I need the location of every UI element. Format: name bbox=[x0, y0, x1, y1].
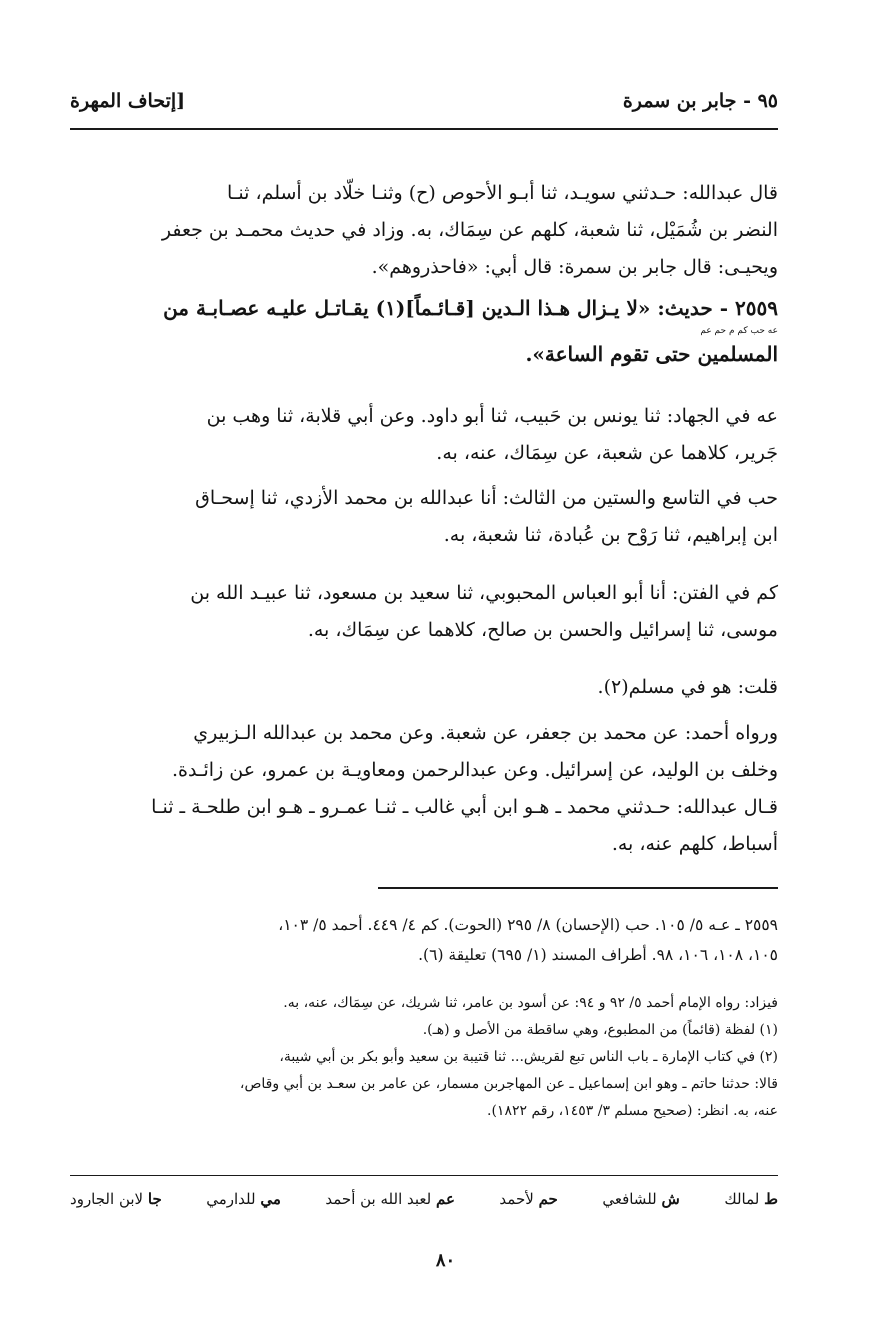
book-title: [إتحاف المهرة bbox=[70, 90, 186, 112]
legend-item: ش للشافعي bbox=[602, 1190, 680, 1208]
footnote-line: (١) لفظة (قائماً) من المطبوع، وهي ساقطة من الأصل و (هـ). bbox=[422, 1022, 778, 1038]
footnote-references bbox=[70, 910, 778, 970]
footnote-line: (٢) في كتاب الإمارة ـ باب الناس تبع لقريش... ثنا قتيبة بن سعيد وأبو بكر بن أبي شيبة، bbox=[279, 1049, 778, 1065]
text-line: جَرير، كلاهما عن شعبة، عن سِمَاك، عنه، به. bbox=[436, 442, 778, 464]
chapter-title: ٩٥ - جابر بن سمرة bbox=[622, 90, 778, 112]
legend-item: حم لأحمد bbox=[499, 1190, 558, 1208]
legend-item: جا لابن الجارود bbox=[70, 1190, 162, 1208]
abbreviation-legend bbox=[70, 1190, 778, 1220]
footnote-notes bbox=[70, 990, 778, 1125]
footnote-line: فيزاد: رواه الإمام أحمد ٥/ ٩٢ و ٩٤: عن أسود بن عامر، ثنا شريك، عن سِمَاك، عنه، به. bbox=[283, 995, 778, 1011]
legend-item: مي للدارمي bbox=[206, 1190, 281, 1208]
text-line: ورواه أحمد: عن محمد بن جعفر، عن شعبة. وعن محمد بن عبدالله الـزبيري bbox=[193, 722, 778, 744]
footnote-line: ٢٥٥٩ ـ عـه ٥/ ١٠٥. حب (الإحسان) ٨/ ٢٩٥ (الحوت). كم ٤/ ٤٤٩. أحمد ٥/ ١٠٣، bbox=[278, 916, 778, 934]
text-line: قال عبدالله: حـدثني سويـد، ثنا أبـو الأحوص (ح) وثنـا خلّاد بن أسلم، ثنـا bbox=[227, 182, 778, 204]
page-number: ٨٠ bbox=[435, 1250, 456, 1271]
intro-paragraph bbox=[70, 175, 778, 286]
text-line: موسى، ثنا إسرائيل والحسن بن صالح، كلاهما عن سِمَاك، به. bbox=[307, 619, 778, 641]
hadith-entry bbox=[70, 290, 778, 372]
text-line: قلت: هو في مسلم(٢). bbox=[597, 676, 778, 698]
text-line: ابن إبراهيم، ثنا رَوْح بن عُبادة، ثنا شعبة، به. bbox=[443, 524, 778, 546]
hadith-text-line: ٢٥٥٩ - حديث: «لا يـزال هـذا الـدين [قـائـماً](١) يقـاتـل عليـه عصـابـة من bbox=[163, 296, 778, 320]
source-paragraph bbox=[70, 398, 778, 472]
footnote-separator bbox=[378, 887, 778, 889]
legend-item: عم لعبد الله بن أحمد bbox=[325, 1190, 455, 1208]
source-paragraph bbox=[70, 480, 778, 554]
text-line: عه في الجهاد: ثنا يونس بن حَبيب، ثنا أبو داود. وعن أبي قلابة، ثنا وهب بن bbox=[206, 405, 778, 427]
text-line: كم في الفتن: أنا أبو العباس المحبوبي، ثنا سعيد بن مسعود، ثنا عبيـد الله بن bbox=[190, 582, 778, 604]
text-line: أسباط، كلهم عنه، به. bbox=[611, 833, 778, 855]
source-paragraph bbox=[70, 575, 778, 649]
footnote-line: ١٠٥، ١٠٨، ١٠٦، ٩٨. أطراف المسند (١/ ٦٩٥) تعليقة (٦). bbox=[418, 946, 778, 964]
text-line: ويحيـى: قال جابر بن سمرة: قال أبي: «فاحذروهم». bbox=[371, 256, 778, 278]
source-sigla: عه حب كم م حم عم bbox=[700, 326, 778, 336]
text-line: حب في التاسع والستين من الثالث: أنا عبدالله بن محمد الأزدي، ثنا إسحـاق bbox=[195, 487, 778, 509]
legend-item: ط لمالك bbox=[724, 1190, 778, 1208]
legend-rule bbox=[70, 1175, 778, 1176]
source-paragraph bbox=[70, 669, 778, 706]
running-header bbox=[70, 84, 778, 118]
source-paragraph bbox=[70, 715, 778, 863]
text-line: وخلف بن الوليد، عن إسرائيل. وعن عبدالرحمن ومعاويـة بن عمرو، عن زائـدة. bbox=[171, 759, 778, 781]
header-rule bbox=[70, 128, 778, 130]
footnote-line: قالا: حدثنا حاتم ـ وهو ابن إسماعيل ـ عن المهاجربن مسمار، عن عامر بن سعـد بن أبي وقاص، bbox=[239, 1076, 778, 1092]
text-line: النضر بن شُمَيْل، ثنا شعبة، كلهم عن سِمَاك، به. وزاد في حديث محمـد بن جعفر bbox=[161, 219, 778, 241]
footnote-line: عنه، به. انظر: (صحيح مسلم ٣/ ١٤٥٣، رقم ١٨٢٢). bbox=[487, 1103, 778, 1119]
text-line: قـال عبدالله: حـدثني محمد ـ هـو ابن أبي غالب ـ ثنـا عمـرو ـ هـو ابن طلحـة ـ ثنـا bbox=[151, 796, 778, 818]
hadith-text-line: المسلمين حتى تقوم الساعة». bbox=[525, 342, 778, 366]
